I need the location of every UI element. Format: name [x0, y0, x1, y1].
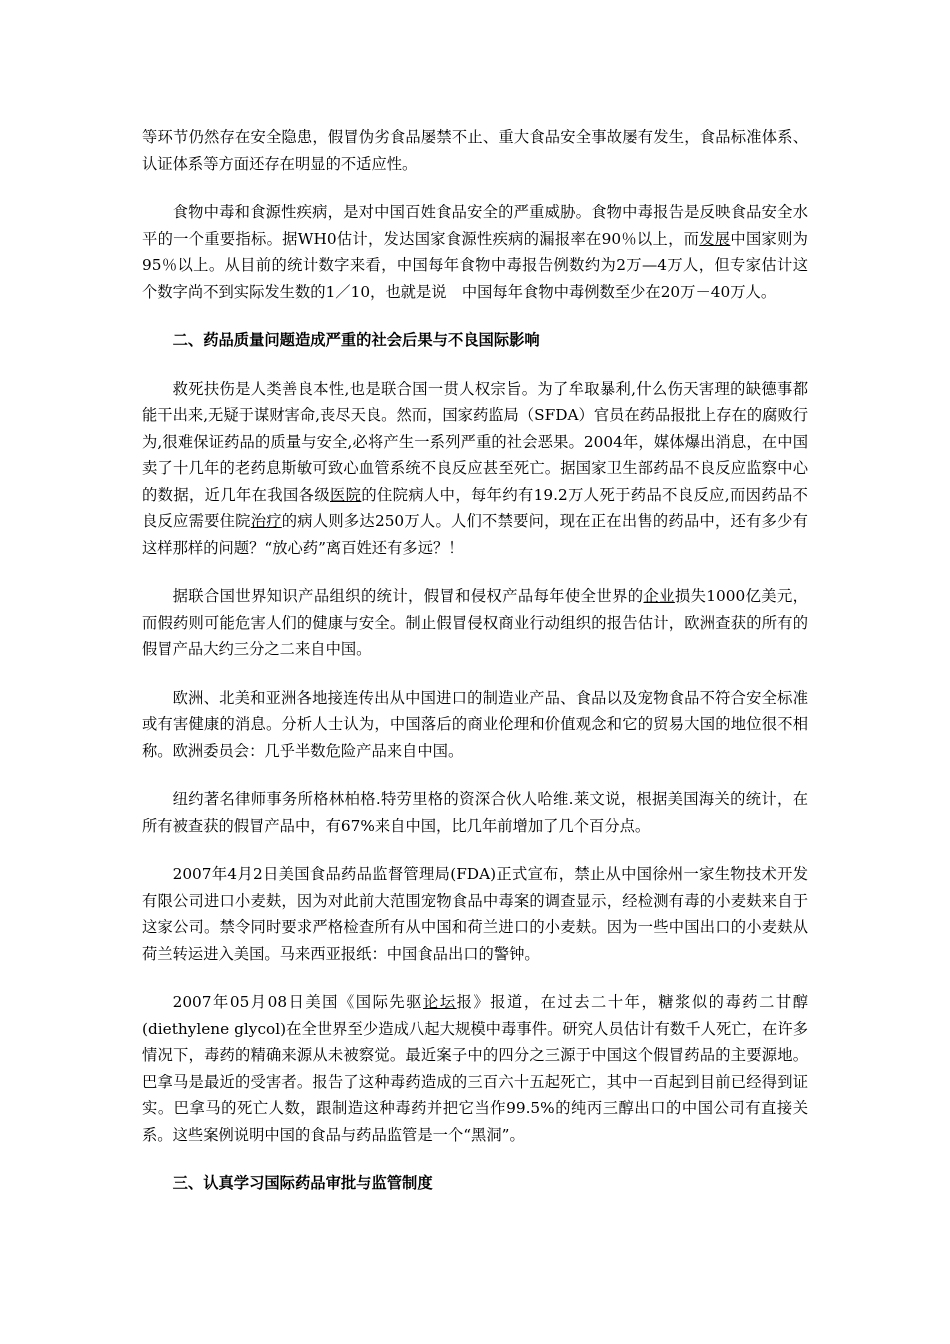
- link-enterprise[interactable]: 企业: [643, 587, 675, 605]
- section-heading-2: 二、药品质量问题造成严重的社会后果与不良国际影响: [172, 331, 540, 349]
- paragraph-food-poisoning: [142, 199, 808, 305]
- text-segment: 损失1000亿美元，而假药则可能危害人们的健康与安全。制止假冒侵权商业行动组织的报告估计，欧洲查获的所有的假冒产品大约三分之二来自中国。: [142, 587, 808, 658]
- paragraph-drug-quality: [142, 376, 808, 562]
- paragraph-counterfeit-losses: [142, 583, 808, 663]
- text-segment: 食物中毒和食源性疾病，是对中国百姓食品安全的严重威胁。食物中毒报告是反映食品安全水平的一个重要指标。据WH0估计，发达国家食源性疾病的漏报率在90％以上，而: [142, 203, 808, 248]
- text-segment: 据联合国世界知识产品组织的统计，假冒和侵权产品每年使全世界的: [172, 587, 644, 605]
- text-segment: 中国家则为95％以上。从目前的统计数字来看，中国每年食物中毒报告例数约为2万—4万人，但专家估计这个数字尚不到实际发生数的1／10，也就是说 中国每年食物中毒例数至少在20万－40万人。: [142, 229, 808, 301]
- paragraph-law-firm: 纽约著名律师事务所格林柏格.特劳里格的资深合伙人哈维.莱文说，根据美国海关的统计，在所有被查获的假冒产品中，有67%来自中国，比几年前增加了几个百分点。: [142, 790, 808, 835]
- section-heading-3: 三、认真学习国际药品审批与监管制度: [172, 1174, 433, 1192]
- link-fazhan[interactable]: 发展: [699, 229, 731, 248]
- paragraph-food-safety-continued: 等环节仍然存在安全隐患，假冒伪劣食品屡禁不止、重大食品安全事故屡有发生，食品标准体系、认证体系等方面还存在明显的不适应性。: [142, 128, 808, 173]
- paragraph-fda-ban: 2007年4月2日美国食品药品监督管理局(FDA)正式宣布，禁止从中国徐州一家生物技术开发有限公司进口小麦麸，因为对此前大范围宠物食品中毒案的调查显示，经检测有毒的小麦麸来自于这家公司。禁令同时要求严格检查所有从中国和荷兰进口的小麦麸。因为一些中国出口的小麦麸从荷兰转运进入美国。马来西亚报纸：中国食品出口的警钟。: [142, 865, 808, 963]
- link-hospital[interactable]: 医院: [330, 485, 362, 504]
- text-segment: 救死扶伤是人类善良本性,也是联合国一贯人权宗旨。为了牟取暴利,什么伤天害理的缺德事都能干出来,无疑于谋财害命,丧尽天良。然而，国家药监局（SFDA）官员在药品报批上存在的腐败行为,很难保证药品的质量与安全,必将产生一系列严重的社会恶果。2004年，媒体爆出消息，在中国卖了十几年的老药息斯敏可致心血管系统不良反应甚至死亡。据国家卫生部药品不良反应监察中心的数据，近几年在我国各级: [142, 379, 809, 504]
- link-forum[interactable]: 论坛: [423, 993, 457, 1011]
- link-treatment[interactable]: 治疗: [250, 512, 282, 530]
- text-segment: 报》报道，在过去二十年，糖浆似的毒药二甘醇(diethylene glycol)在全世界至少造成八起大规模中毒事件。研究人员估计有数千人死亡，在许多情况下，毒药的精确来源从未被察觉。最近案子中的四分之三源于中国这个假冒药品的主要源地。巴拿马是最近的受害者。报告了这种毒药造成的三百六十五起死亡，其中一百起到目前已经得到证实。巴拿马的死亡人数，跟制造这种毒药并把它当作99.5%的纯丙三醇出口的中国公司有直接关系。这些案例说明中国的食品与药品监管是一个“黑洞”。: [142, 993, 808, 1144]
- text-segment: 的病人则多达250万人。人们不禁要问，现在正在出售的药品中，还有多少有这样那样的问题？“放心药”离百姓还有多远？！: [142, 512, 808, 557]
- text-segment: 2007年05月08日美国《国际先驱: [172, 993, 424, 1011]
- paragraph-import-safety: 欧洲、北美和亚洲各地接连传出从中国进口的制造业产品、食品以及宠物食品不符合安全标准或有害健康的消息。分析人士认为，中国落后的商业伦理和价值观念和它的贸易大国的地位很不相称。欧洲委员会：几乎半数危险产品来自中国。: [142, 688, 808, 760]
- text-segment: 的住院病人中，每年约有19.2万人死于药品不良反应,而因药品不良反应需要住院: [142, 485, 808, 530]
- paragraph-diethylene-glycol: [142, 989, 808, 1148]
- document-page: [142, 124, 808, 1197]
